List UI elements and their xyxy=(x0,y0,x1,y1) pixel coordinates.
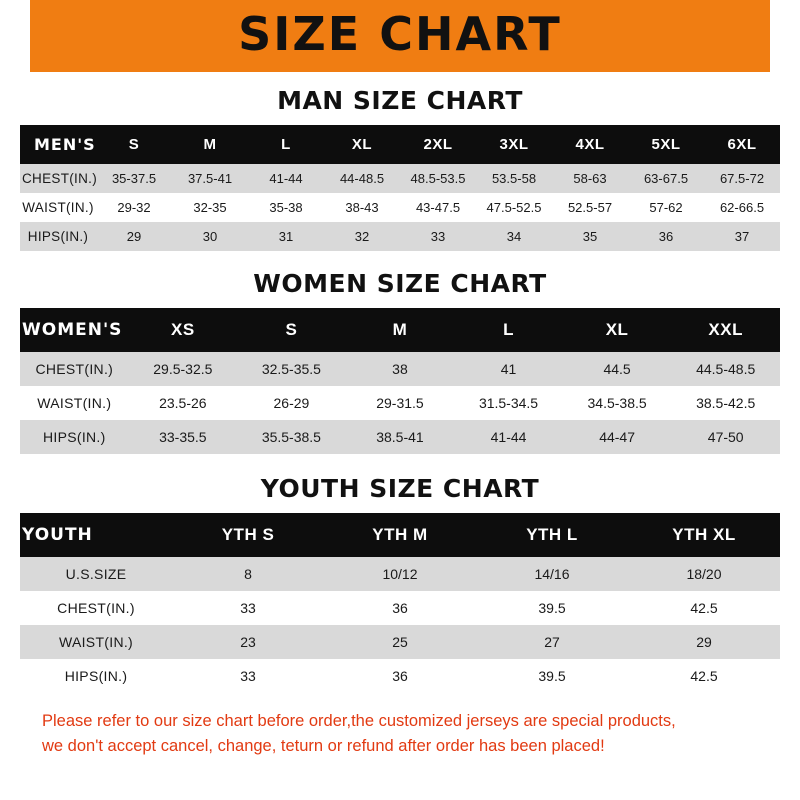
cell: 34 xyxy=(476,222,552,251)
table-row xyxy=(20,591,780,625)
table-row xyxy=(20,222,780,251)
cell: 39.5 xyxy=(476,591,628,625)
cell: 44.5 xyxy=(563,352,672,386)
table-header-row xyxy=(20,308,780,352)
table-row xyxy=(20,659,780,693)
cell: 29 xyxy=(96,222,172,251)
cell: 36 xyxy=(628,222,704,251)
cell: 23 xyxy=(172,625,324,659)
disclaimer-line-1: Please refer to our size chart before order,the customized jerseys are special products, xyxy=(42,712,676,730)
cell: 58-63 xyxy=(552,164,628,193)
women-table-body xyxy=(20,352,780,454)
women-section-title: WOMEN SIZE CHART xyxy=(253,269,547,298)
women-header-cell: L xyxy=(454,308,563,352)
youth-table-head xyxy=(20,513,780,557)
page-title: SIZE CHART xyxy=(238,7,562,61)
cell: 32 xyxy=(324,222,400,251)
youth-size-table xyxy=(20,513,780,693)
cell: 38 xyxy=(346,352,455,386)
man-header-cell: XL xyxy=(324,125,400,164)
cell: 36 xyxy=(324,659,476,693)
women-header-cell: XS xyxy=(129,308,238,352)
cell: 32-35 xyxy=(172,193,248,222)
cell: 37.5-41 xyxy=(172,164,248,193)
cell: 29-32 xyxy=(96,193,172,222)
women-header-cell: XXL xyxy=(671,308,780,352)
women-header-cell: M xyxy=(346,308,455,352)
table-row xyxy=(20,557,780,591)
man-header-cell: 6XL xyxy=(704,125,780,164)
cell: 35 xyxy=(552,222,628,251)
cell: 42.5 xyxy=(628,591,780,625)
women-header-cell: WOMEN'S xyxy=(20,308,129,352)
man-header-cell: 3XL xyxy=(476,125,552,164)
cell: 47.5-52.5 xyxy=(476,193,552,222)
table-row xyxy=(20,352,780,386)
women-header-cell: S xyxy=(237,308,346,352)
cell: 30 xyxy=(172,222,248,251)
cell: 32.5-35.5 xyxy=(237,352,346,386)
youth-table-body xyxy=(20,557,780,693)
table-header-row xyxy=(20,513,780,557)
cell: 41-44 xyxy=(454,420,563,454)
cell: 8 xyxy=(172,557,324,591)
cell: 36 xyxy=(324,591,476,625)
youth-header-cell: YTH L xyxy=(476,513,628,557)
cell: 38.5-41 xyxy=(346,420,455,454)
disclaimer-line-2: we don't accept cancel, change, teturn or refund after order has been placed! xyxy=(42,736,605,755)
row-label: HIPS(IN.) xyxy=(20,222,96,251)
cell: 44-48.5 xyxy=(324,164,400,193)
row-label: HIPS(IN.) xyxy=(20,420,129,454)
man-header-cell: S xyxy=(96,125,172,164)
cell: 18/20 xyxy=(628,557,780,591)
youth-section-title: YOUTH SIZE CHART xyxy=(260,474,540,503)
man-header-cell: 5XL xyxy=(628,125,704,164)
cell: 47-50 xyxy=(671,420,780,454)
cell: 38.5-42.5 xyxy=(671,386,780,420)
row-label: WAIST(IN.) xyxy=(20,386,129,420)
cell: 48.5-53.5 xyxy=(400,164,476,193)
youth-header-cell: YOUTH xyxy=(20,513,172,557)
man-header-cell: L xyxy=(248,125,324,164)
cell: 29 xyxy=(628,625,780,659)
cell: 25 xyxy=(324,625,476,659)
row-label: CHEST(IN.) xyxy=(20,164,96,193)
women-table-head xyxy=(20,308,780,352)
table-header-row xyxy=(20,125,780,164)
women-header-cell: XL xyxy=(563,308,672,352)
man-table-body xyxy=(20,164,780,251)
cell: 31 xyxy=(248,222,324,251)
row-label: HIPS(IN.) xyxy=(20,659,172,693)
man-section-title: MAN SIZE CHART xyxy=(277,86,523,115)
cell: 38-43 xyxy=(324,193,400,222)
cell: 29-31.5 xyxy=(346,386,455,420)
cell: 57-62 xyxy=(628,193,704,222)
cell: 63-67.5 xyxy=(628,164,704,193)
cell: 23.5-26 xyxy=(129,386,238,420)
cell: 26-29 xyxy=(237,386,346,420)
cell: 10/12 xyxy=(324,557,476,591)
youth-header-cell: YTH S xyxy=(172,513,324,557)
row-label: WAIST(IN.) xyxy=(20,625,172,659)
cell: 35-38 xyxy=(248,193,324,222)
cell: 41 xyxy=(454,352,563,386)
cell: 62-66.5 xyxy=(704,193,780,222)
row-label: CHEST(IN.) xyxy=(20,591,172,625)
cell: 43-47.5 xyxy=(400,193,476,222)
man-header-cell: 4XL xyxy=(552,125,628,164)
table-row xyxy=(20,420,780,454)
man-size-table xyxy=(20,125,780,251)
man-table-head xyxy=(20,125,780,164)
table-row xyxy=(20,164,780,193)
chart-content xyxy=(0,72,800,800)
table-row xyxy=(20,386,780,420)
cell: 37 xyxy=(704,222,780,251)
cell: 31.5-34.5 xyxy=(454,386,563,420)
youth-header-cell: YTH XL xyxy=(628,513,780,557)
cell: 39.5 xyxy=(476,659,628,693)
women-size-table xyxy=(20,308,780,454)
cell: 44-47 xyxy=(563,420,672,454)
cell: 53.5-58 xyxy=(476,164,552,193)
row-label: U.S.SIZE xyxy=(20,557,172,591)
cell: 41-44 xyxy=(248,164,324,193)
header-banner xyxy=(0,0,800,72)
cell: 52.5-57 xyxy=(552,193,628,222)
cell: 33 xyxy=(172,591,324,625)
man-header-cell: M xyxy=(172,125,248,164)
row-label: CHEST(IN.) xyxy=(20,352,129,386)
youth-header-cell: YTH M xyxy=(324,513,476,557)
row-label: WAIST(IN.) xyxy=(20,193,96,222)
cell: 35-37.5 xyxy=(96,164,172,193)
table-row xyxy=(20,193,780,222)
cell: 33 xyxy=(400,222,476,251)
cell: 67.5-72 xyxy=(704,164,780,193)
table-row xyxy=(20,625,780,659)
cell: 42.5 xyxy=(628,659,780,693)
disclaimer-note xyxy=(20,693,780,759)
cell: 29.5-32.5 xyxy=(129,352,238,386)
man-header-cell: MEN'S xyxy=(20,125,96,164)
cell: 14/16 xyxy=(476,557,628,591)
cell: 27 xyxy=(476,625,628,659)
cell: 35.5-38.5 xyxy=(237,420,346,454)
cell: 34.5-38.5 xyxy=(563,386,672,420)
cell: 44.5-48.5 xyxy=(671,352,780,386)
cell: 33-35.5 xyxy=(129,420,238,454)
cell: 33 xyxy=(172,659,324,693)
man-header-cell: 2XL xyxy=(400,125,476,164)
